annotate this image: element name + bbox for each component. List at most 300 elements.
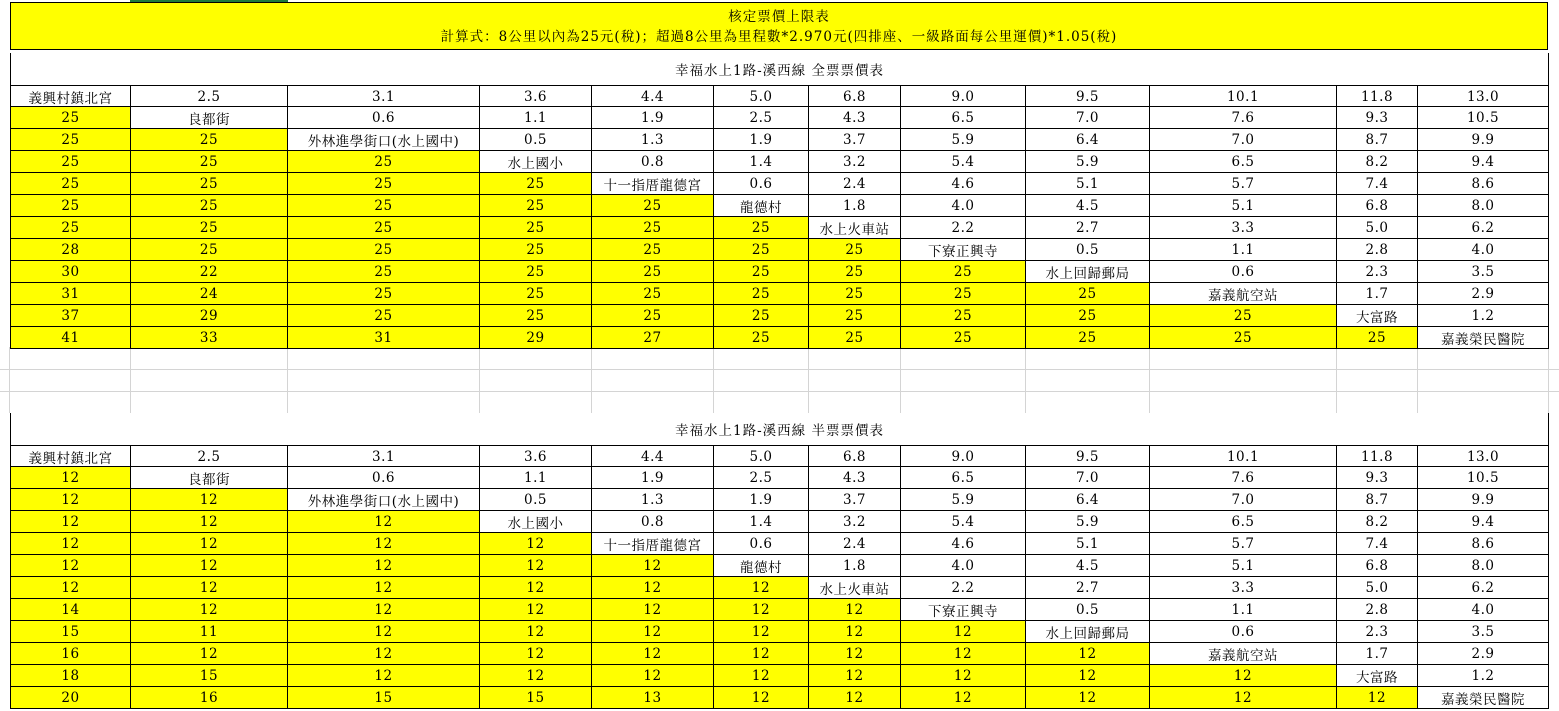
distance-cell[interactable]: 8.0 — [1418, 555, 1549, 577]
distance-cell[interactable]: 2.8 — [1337, 599, 1418, 621]
fare-cell[interactable]: 12 — [10, 555, 131, 577]
fare-cell[interactable]: 25 — [480, 239, 592, 261]
station-cell[interactable]: 水上火車站 — [809, 217, 901, 239]
station-cell[interactable]: 水上國小 — [480, 151, 592, 173]
gridline — [808, 347, 809, 413]
fare-cell[interactable]: 25 — [131, 195, 288, 217]
fare-cell[interactable]: 25 — [809, 283, 901, 305]
fare-cell[interactable]: 25 — [1026, 305, 1150, 327]
fare-cell[interactable]: 25 — [131, 129, 288, 151]
distance-cell[interactable]: 0.6 — [1150, 621, 1337, 643]
fare-cell[interactable]: 25 — [592, 261, 714, 283]
fare-cell[interactable]: 25 — [288, 217, 480, 239]
fare-cell[interactable]: 25 — [901, 327, 1026, 349]
fare-cell[interactable]: 25 — [714, 305, 809, 327]
distance-cell[interactable]: 1.1 — [480, 107, 592, 129]
distance-cell[interactable]: 2.5 — [131, 85, 288, 107]
table-row — [10, 643, 1549, 665]
distance-cell[interactable]: 11.8 — [1337, 85, 1418, 107]
fare-cell[interactable]: 16 — [131, 687, 288, 709]
fare-cell[interactable]: 25 — [10, 217, 131, 239]
fare-cell[interactable]: 25 — [714, 283, 809, 305]
distance-cell[interactable]: 1.7 — [1337, 643, 1418, 665]
fare-cell[interactable]: 37 — [10, 305, 131, 327]
fare-cell[interactable]: 15 — [131, 665, 288, 687]
fare-cell[interactable]: 25 — [714, 239, 809, 261]
station-cell[interactable]: 嘉義航空站 — [1150, 643, 1337, 665]
distance-cell[interactable]: 9.4 — [1418, 151, 1549, 173]
distance-cell[interactable]: 6.8 — [809, 445, 901, 467]
distance-cell[interactable]: 5.1 — [1150, 555, 1337, 577]
distance-cell[interactable]: 5.7 — [1150, 533, 1337, 555]
distance-cell[interactable]: 1.1 — [480, 467, 592, 489]
distance-cell[interactable]: 5.9 — [901, 489, 1026, 511]
distance-cell[interactable]: 9.5 — [1026, 85, 1150, 107]
fare-cell[interactable]: 22 — [131, 261, 288, 283]
distance-cell[interactable]: 4.4 — [592, 85, 714, 107]
fare-cell[interactable]: 25 — [131, 217, 288, 239]
fare-cell[interactable]: 25 — [1150, 327, 1337, 349]
distance-cell[interactable]: 2.8 — [1337, 239, 1418, 261]
fare-cell[interactable]: 31 — [288, 327, 480, 349]
fare-cell[interactable]: 12 — [809, 599, 901, 621]
station-cell[interactable]: 大富路 — [1337, 665, 1418, 687]
fare-cell[interactable]: 12 — [131, 599, 288, 621]
fare-cell[interactable]: 25 — [1026, 283, 1150, 305]
station-cell[interactable]: 義興村鎮北宮 — [10, 445, 131, 467]
distance-cell[interactable]: 1.2 — [1418, 665, 1549, 687]
fare-cell[interactable]: 25 — [901, 283, 1026, 305]
fare-cell[interactable]: 12 — [131, 511, 288, 533]
distance-cell[interactable]: 2.5 — [714, 467, 809, 489]
distance-cell[interactable]: 7.0 — [1026, 107, 1150, 129]
distance-cell[interactable]: 5.4 — [901, 151, 1026, 173]
distance-cell[interactable]: 1.1 — [1150, 239, 1337, 261]
distance-cell[interactable]: 4.0 — [901, 555, 1026, 577]
fare-cell[interactable]: 12 — [10, 533, 131, 555]
distance-cell[interactable]: 13.0 — [1418, 85, 1549, 107]
fare-cell[interactable]: 18 — [10, 665, 131, 687]
distance-cell[interactable]: 2.5 — [714, 107, 809, 129]
fare-cell[interactable]: 12 — [10, 577, 131, 599]
distance-cell[interactable]: 2.7 — [1026, 577, 1150, 599]
fare-cell[interactable]: 30 — [10, 261, 131, 283]
station-cell[interactable]: 十一指厝龍德宮 — [592, 173, 714, 195]
station-cell[interactable]: 下寮正興寺 — [901, 239, 1026, 261]
fare-cell[interactable]: 12 — [288, 533, 480, 555]
distance-cell[interactable]: 10.1 — [1150, 445, 1337, 467]
fare-cell[interactable]: 25 — [288, 239, 480, 261]
distance-cell[interactable]: 4.4 — [592, 445, 714, 467]
fare-cell[interactable]: 12 — [1150, 665, 1337, 687]
distance-cell[interactable]: 0.6 — [288, 467, 480, 489]
fare-cell[interactable]: 20 — [10, 687, 131, 709]
distance-cell[interactable]: 0.6 — [714, 533, 809, 555]
distance-cell[interactable]: 0.6 — [1150, 261, 1337, 283]
distance-cell[interactable]: 2.3 — [1337, 621, 1418, 643]
fare-cell[interactable]: 25 — [480, 217, 592, 239]
distance-cell[interactable]: 1.9 — [592, 107, 714, 129]
distance-cell[interactable]: 5.0 — [1337, 577, 1418, 599]
gridline — [1417, 347, 1418, 413]
distance-cell[interactable]: 13.0 — [1418, 445, 1549, 467]
distance-cell[interactable]: 0.5 — [480, 489, 592, 511]
fare-cell[interactable]: 24 — [131, 283, 288, 305]
fare-cell[interactable]: 12 — [480, 555, 592, 577]
fare-cell[interactable]: 12 — [131, 489, 288, 511]
distance-cell[interactable]: 3.3 — [1150, 577, 1337, 599]
fare-cell[interactable]: 25 — [809, 305, 901, 327]
distance-cell[interactable]: 4.3 — [809, 467, 901, 489]
header-title: 核定票價上限表 — [728, 9, 830, 25]
distance-cell[interactable]: 7.0 — [1026, 467, 1150, 489]
distance-cell[interactable]: 2.9 — [1418, 283, 1549, 305]
fare-cell[interactable]: 12 — [10, 467, 131, 489]
distance-cell[interactable]: 9.4 — [1418, 511, 1549, 533]
distance-cell[interactable]: 0.6 — [714, 173, 809, 195]
fare-cell[interactable]: 12 — [714, 665, 809, 687]
distance-cell[interactable]: 0.5 — [480, 129, 592, 151]
distance-cell[interactable]: 10.5 — [1418, 107, 1549, 129]
distance-cell[interactable]: 6.5 — [901, 467, 1026, 489]
distance-cell[interactable]: 3.1 — [288, 445, 480, 467]
distance-cell[interactable]: 2.3 — [1337, 261, 1418, 283]
distance-cell[interactable]: 2.2 — [901, 217, 1026, 239]
fare-cell[interactable]: 12 — [901, 643, 1026, 665]
fare-cell[interactable]: 25 — [480, 283, 592, 305]
distance-cell[interactable]: 4.5 — [1026, 195, 1150, 217]
fare-cell[interactable]: 25 — [714, 261, 809, 283]
distance-cell[interactable]: 2.4 — [809, 533, 901, 555]
fare-cell[interactable]: 25 — [592, 283, 714, 305]
fare-cell[interactable]: 12 — [809, 643, 901, 665]
fare-cell[interactable]: 29 — [131, 305, 288, 327]
distance-cell[interactable]: 4.0 — [1418, 239, 1549, 261]
distance-cell[interactable]: 1.3 — [592, 489, 714, 511]
fare-cell[interactable]: 25 — [288, 283, 480, 305]
fare-cell[interactable]: 12 — [131, 555, 288, 577]
station-cell[interactable]: 水上回歸郵局 — [1026, 621, 1150, 643]
distance-cell[interactable]: 1.9 — [714, 129, 809, 151]
fare-cell[interactable]: 25 — [592, 217, 714, 239]
distance-cell[interactable]: 0.5 — [1026, 239, 1150, 261]
station-cell[interactable]: 水上回歸郵局 — [1026, 261, 1150, 283]
distance-cell[interactable]: 7.6 — [1150, 107, 1337, 129]
fare-cell[interactable]: 25 — [480, 173, 592, 195]
distance-cell[interactable]: 4.6 — [901, 173, 1026, 195]
fare-cell[interactable]: 25 — [288, 195, 480, 217]
distance-cell[interactable]: 5.1 — [1026, 173, 1150, 195]
fare-cell[interactable]: 25 — [809, 261, 901, 283]
fare-cell[interactable]: 25 — [592, 195, 714, 217]
fare-cell[interactable]: 13 — [592, 687, 714, 709]
fare-cell[interactable]: 25 — [288, 305, 480, 327]
fare-cell[interactable]: 25 — [131, 151, 288, 173]
distance-cell[interactable]: 3.5 — [1418, 621, 1549, 643]
fare-cell[interactable]: 25 — [288, 261, 480, 283]
station-cell[interactable]: 水上國小 — [480, 511, 592, 533]
table-row — [10, 129, 1549, 151]
distance-cell[interactable]: 9.9 — [1418, 129, 1549, 151]
distance-cell[interactable]: 6.8 — [1337, 195, 1418, 217]
fare-cell[interactable]: 12 — [288, 511, 480, 533]
fare-cell[interactable]: 29 — [480, 327, 592, 349]
distance-cell[interactable]: 6.5 — [901, 107, 1026, 129]
distance-cell[interactable]: 5.9 — [901, 129, 1026, 151]
fare-cell[interactable]: 25 — [10, 173, 131, 195]
distance-cell[interactable]: 6.8 — [1337, 555, 1418, 577]
fare-cell[interactable]: 12 — [480, 621, 592, 643]
station-cell[interactable]: 良都街 — [131, 467, 288, 489]
fare-cell[interactable]: 12 — [592, 621, 714, 643]
fare-cell[interactable]: 25 — [592, 239, 714, 261]
fare-cell[interactable]: 12 — [714, 643, 809, 665]
fare-cell[interactable]: 12 — [131, 577, 288, 599]
fare-cell[interactable]: 15 — [10, 621, 131, 643]
station-cell[interactable]: 嘉義榮民醫院 — [1418, 327, 1549, 349]
distance-cell[interactable]: 6.2 — [1418, 217, 1549, 239]
fare-cell[interactable]: 12 — [714, 621, 809, 643]
distance-cell[interactable]: 9.0 — [901, 445, 1026, 467]
fare-cell[interactable]: 15 — [480, 687, 592, 709]
distance-cell[interactable]: 0.6 — [288, 107, 480, 129]
distance-cell[interactable]: 5.9 — [1026, 511, 1150, 533]
distance-cell[interactable]: 0.8 — [592, 151, 714, 173]
station-cell[interactable]: 外林進學街口(水上國中) — [288, 489, 480, 511]
fare-cell[interactable]: 25 — [131, 239, 288, 261]
fare-cell[interactable]: 12 — [592, 555, 714, 577]
fare-cell[interactable]: 41 — [10, 327, 131, 349]
station-cell[interactable]: 嘉義航空站 — [1150, 283, 1337, 305]
fare-cell[interactable]: 25 — [809, 327, 901, 349]
distance-cell[interactable]: 4.0 — [1418, 599, 1549, 621]
distance-cell[interactable]: 9.3 — [1337, 467, 1418, 489]
distance-cell[interactable]: 8.2 — [1337, 151, 1418, 173]
fare-cell[interactable]: 25 — [809, 239, 901, 261]
distance-cell[interactable]: 7.0 — [1150, 129, 1337, 151]
distance-cell[interactable]: 3.7 — [809, 489, 901, 511]
distance-cell[interactable]: 5.0 — [714, 445, 809, 467]
distance-cell[interactable]: 3.2 — [809, 511, 901, 533]
fare-cell[interactable]: 12 — [288, 621, 480, 643]
distance-cell[interactable]: 5.0 — [714, 85, 809, 107]
distance-cell[interactable]: 3.5 — [1418, 261, 1549, 283]
distance-cell[interactable]: 11.8 — [1337, 445, 1418, 467]
fare-cell[interactable]: 12 — [288, 665, 480, 687]
fare-cell[interactable]: 25 — [1150, 305, 1337, 327]
station-cell[interactable]: 龍德村 — [714, 555, 809, 577]
fare-cell[interactable]: 25 — [288, 151, 480, 173]
fare-cell[interactable]: 25 — [1026, 327, 1150, 349]
fare-cell[interactable]: 12 — [480, 599, 592, 621]
table-row — [10, 195, 1549, 217]
fare-cell[interactable]: 12 — [10, 511, 131, 533]
distance-cell[interactable]: 1.4 — [714, 151, 809, 173]
station-cell[interactable]: 義興村鎮北宮 — [10, 85, 131, 107]
fare-cell[interactable]: 25 — [1337, 327, 1418, 349]
distance-cell[interactable]: 3.2 — [809, 151, 901, 173]
fare-cell[interactable]: 12 — [592, 643, 714, 665]
distance-cell[interactable]: 1.9 — [592, 467, 714, 489]
distance-cell[interactable]: 5.1 — [1150, 195, 1337, 217]
distance-cell[interactable]: 10.5 — [1418, 467, 1549, 489]
distance-cell[interactable]: 3.3 — [1150, 217, 1337, 239]
gridline — [1336, 347, 1337, 413]
fare-cell[interactable]: 12 — [592, 577, 714, 599]
station-cell[interactable]: 良都街 — [131, 107, 288, 129]
fare-cell[interactable]: 12 — [131, 533, 288, 555]
fare-cell[interactable]: 12 — [288, 643, 480, 665]
fare-cell[interactable]: 12 — [809, 665, 901, 687]
distance-cell[interactable]: 1.7 — [1337, 283, 1418, 305]
fare-cell[interactable]: 25 — [288, 173, 480, 195]
distance-cell[interactable]: 9.3 — [1337, 107, 1418, 129]
distance-cell[interactable]: 9.9 — [1418, 489, 1549, 511]
fare-cell[interactable]: 12 — [901, 665, 1026, 687]
fare-cell[interactable]: 25 — [901, 261, 1026, 283]
distance-cell[interactable]: 6.4 — [1026, 129, 1150, 151]
fare-cell[interactable]: 25 — [10, 195, 131, 217]
fare-cell[interactable]: 25 — [592, 305, 714, 327]
fare-cell[interactable]: 12 — [1150, 687, 1337, 709]
distance-cell[interactable]: 6.5 — [1150, 151, 1337, 173]
station-cell[interactable]: 水上火車站 — [809, 577, 901, 599]
distance-cell[interactable]: 2.7 — [1026, 217, 1150, 239]
distance-cell[interactable]: 6.8 — [809, 85, 901, 107]
fare-cell[interactable]: 12 — [480, 665, 592, 687]
gridline — [479, 347, 480, 413]
fare-cell[interactable]: 14 — [10, 599, 131, 621]
fare-cell[interactable]: 12 — [901, 621, 1026, 643]
fare-cell[interactable]: 25 — [10, 107, 131, 129]
fare-cell[interactable]: 12 — [714, 599, 809, 621]
station-cell[interactable]: 嘉義榮民醫院 — [1418, 687, 1549, 709]
station-cell[interactable]: 龍德村 — [714, 195, 809, 217]
distance-cell[interactable]: 9.0 — [901, 85, 1026, 107]
fare-cell[interactable]: 25 — [714, 217, 809, 239]
fare-cell[interactable]: 12 — [901, 687, 1026, 709]
distance-cell[interactable]: 6.4 — [1026, 489, 1150, 511]
fare-cell[interactable]: 12 — [1026, 643, 1150, 665]
distance-cell[interactable]: 6.2 — [1418, 577, 1549, 599]
fare-cell[interactable]: 25 — [131, 173, 288, 195]
fare-cell[interactable]: 12 — [592, 665, 714, 687]
fare-cell[interactable]: 12 — [10, 489, 131, 511]
fare-cell[interactable]: 27 — [592, 327, 714, 349]
distance-cell[interactable]: 7.0 — [1150, 489, 1337, 511]
distance-cell[interactable]: 7.4 — [1337, 173, 1418, 195]
fare-cell[interactable]: 12 — [1026, 665, 1150, 687]
distance-cell[interactable]: 0.5 — [1026, 599, 1150, 621]
distance-cell[interactable]: 5.1 — [1026, 533, 1150, 555]
distance-cell[interactable]: 1.8 — [809, 195, 901, 217]
fare-cell[interactable]: 12 — [480, 577, 592, 599]
fare-cell[interactable]: 12 — [809, 687, 901, 709]
fare-cell[interactable]: 25 — [901, 305, 1026, 327]
fare-cell[interactable]: 12 — [288, 555, 480, 577]
distance-cell[interactable]: 8.7 — [1337, 489, 1418, 511]
fare-cell[interactable]: 15 — [288, 687, 480, 709]
distance-cell[interactable]: 1.1 — [1150, 599, 1337, 621]
fare-cell[interactable]: 25 — [714, 327, 809, 349]
fare-cell[interactable]: 12 — [288, 599, 480, 621]
station-cell[interactable]: 外林進學街口(水上國中) — [288, 129, 480, 151]
gridline — [130, 347, 131, 413]
station-cell[interactable]: 十一指厝龍德宮 — [592, 533, 714, 555]
distance-cell[interactable]: 6.5 — [1150, 511, 1337, 533]
fare-cell[interactable]: 25 — [480, 195, 592, 217]
station-cell[interactable]: 下寮正興寺 — [901, 599, 1026, 621]
distance-cell[interactable]: 5.7 — [1150, 173, 1337, 195]
distance-cell[interactable]: 1.8 — [809, 555, 901, 577]
distance-cell[interactable]: 8.2 — [1337, 511, 1418, 533]
distance-cell[interactable]: 2.5 — [131, 445, 288, 467]
distance-cell[interactable]: 1.2 — [1418, 305, 1549, 327]
fare-cell[interactable]: 16 — [10, 643, 131, 665]
distance-cell[interactable]: 5.4 — [901, 511, 1026, 533]
fare-cell[interactable]: 12 — [480, 533, 592, 555]
fare-cell[interactable]: 25 — [480, 261, 592, 283]
fare-cell[interactable]: 12 — [714, 577, 809, 599]
fare-cell[interactable]: 12 — [1026, 687, 1150, 709]
fare-cell[interactable]: 33 — [131, 327, 288, 349]
distance-cell[interactable]: 4.0 — [901, 195, 1026, 217]
fare-cell[interactable]: 12 — [714, 687, 809, 709]
distance-cell[interactable]: 4.3 — [809, 107, 901, 129]
fare-cell[interactable]: 12 — [288, 577, 480, 599]
distance-cell[interactable]: 5.9 — [1026, 151, 1150, 173]
table-row — [10, 173, 1549, 195]
distance-cell[interactable]: 4.5 — [1026, 555, 1150, 577]
distance-cell[interactable]: 8.6 — [1418, 533, 1549, 555]
distance-cell[interactable]: 3.7 — [809, 129, 901, 151]
distance-cell[interactable]: 10.1 — [1150, 85, 1337, 107]
distance-cell[interactable]: 2.2 — [901, 577, 1026, 599]
distance-cell[interactable]: 8.0 — [1418, 195, 1549, 217]
fare-cell[interactable]: 31 — [10, 283, 131, 305]
distance-cell[interactable]: 3.1 — [288, 85, 480, 107]
distance-cell[interactable]: 4.6 — [901, 533, 1026, 555]
distance-cell[interactable]: 2.4 — [809, 173, 901, 195]
distance-cell[interactable]: 1.3 — [592, 129, 714, 151]
fare-cell[interactable]: 11 — [131, 621, 288, 643]
fare-cell[interactable]: 12 — [480, 643, 592, 665]
distance-cell[interactable]: 1.4 — [714, 511, 809, 533]
distance-cell[interactable]: 1.9 — [714, 489, 809, 511]
distance-cell[interactable]: 2.9 — [1418, 643, 1549, 665]
table-title: 幸福水上1路-溪西線 全票票價表 — [10, 53, 1549, 85]
fare-cell[interactable]: 12 — [592, 599, 714, 621]
fare-cell[interactable]: 25 — [10, 151, 131, 173]
table-row — [10, 511, 1549, 533]
distance-cell[interactable]: 8.7 — [1337, 129, 1418, 151]
fare-cell[interactable]: 12 — [809, 621, 901, 643]
distance-cell[interactable]: 0.8 — [592, 511, 714, 533]
distance-cell[interactable]: 9.5 — [1026, 445, 1150, 467]
distance-cell[interactable]: 7.6 — [1150, 467, 1337, 489]
fare-cell[interactable]: 12 — [131, 643, 288, 665]
fare-cell[interactable]: 28 — [10, 239, 131, 261]
distance-cell[interactable]: 3.6 — [480, 85, 592, 107]
distance-cell[interactable]: 3.6 — [480, 445, 592, 467]
fare-cell[interactable]: 25 — [480, 305, 592, 327]
distance-cell[interactable]: 8.6 — [1418, 173, 1549, 195]
fare-cell[interactable]: 25 — [10, 129, 131, 151]
distance-cell[interactable]: 5.0 — [1337, 217, 1418, 239]
station-cell[interactable]: 大富路 — [1337, 305, 1418, 327]
fare-cell[interactable]: 12 — [1337, 687, 1418, 709]
distance-cell[interactable]: 7.4 — [1337, 533, 1418, 555]
